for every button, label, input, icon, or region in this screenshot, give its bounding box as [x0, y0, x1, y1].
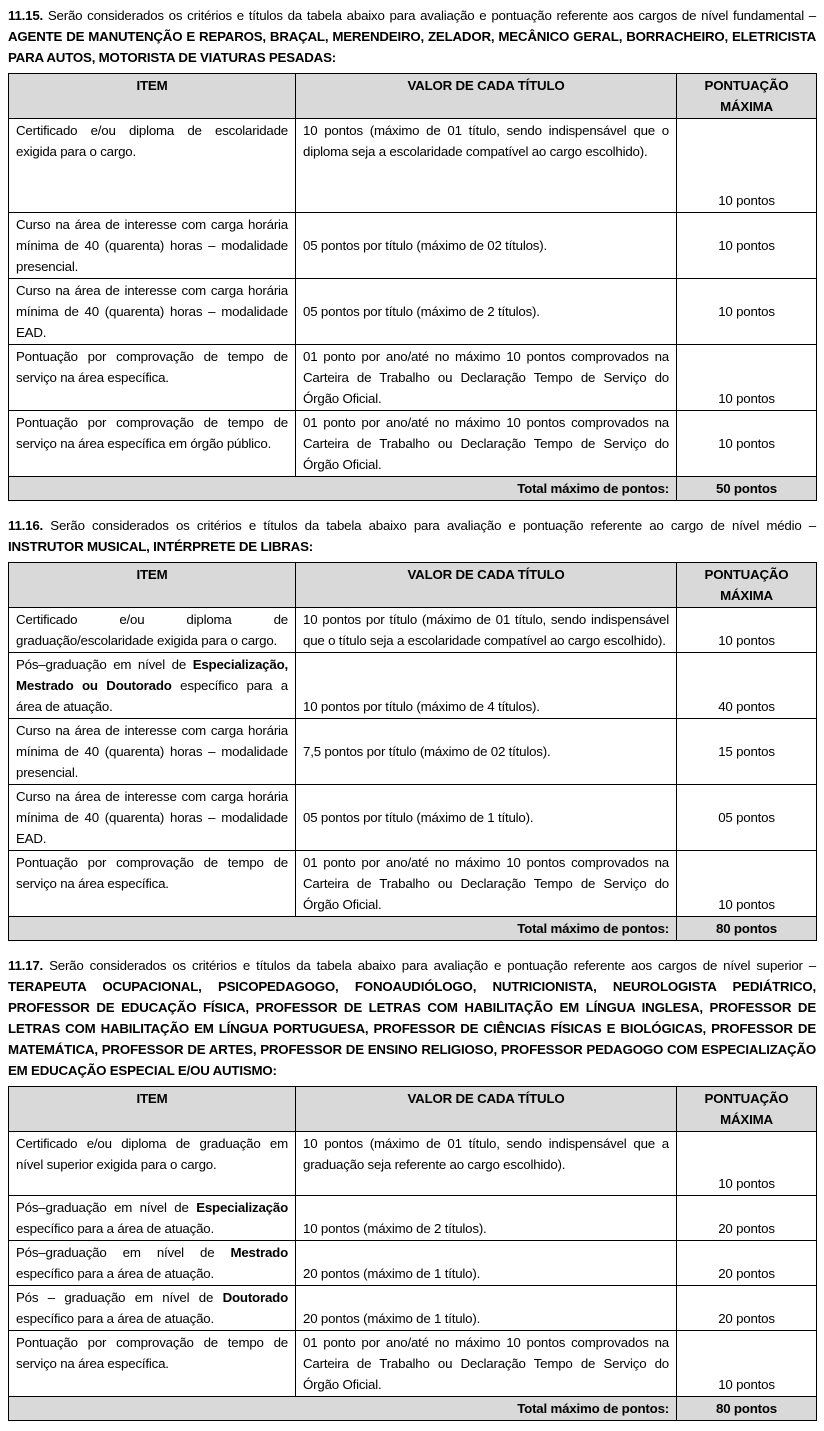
column-header: ITEM	[9, 563, 296, 608]
section-11-15-table	[8, 73, 817, 501]
pontos-cell: 10 pontos	[677, 119, 817, 213]
item-cell: Pós – graduação em nível de Doutorado específico para a área de atuação.	[9, 1286, 296, 1331]
item-cell: Curso na área de interesse com carga horária mínima de 40 (quarenta) horas – modalidade EAD.	[9, 785, 296, 851]
section-11-15-intro: 11.15. Serão considerados os critérios e títulos da tabela abaixo para avaliação e pontuação referente aos cargos de nível fundamental – AGENTE DE MANUTENÇÃO E REPAROS, BRAÇAL, MERENDEIRO, ZELADOR, MECÂNICO GERAL, BORRACHEIRO, ELETRICISTA PARA AUTOS, MOTORISTA DE VIATURAS PESADAS:	[8, 8, 816, 65]
total-value: 80 pontos	[677, 917, 817, 941]
pontos-cell: 10 pontos	[677, 608, 817, 653]
table-row	[9, 1196, 817, 1241]
pontos-cell: 20 pontos	[677, 1286, 817, 1331]
valor-cell: 10 pontos (máximo de 01 título, sendo indispensável que a graduação seja referente ao cargo escolhido).	[296, 1132, 677, 1196]
section-11-17	[8, 955, 816, 1421]
valor-cell: 20 pontos (máximo de 1 título).	[296, 1286, 677, 1331]
valor-cell: 01 ponto por ano/até no máximo 10 pontos comprovados na Carteira de Trabalho ou Declaração Tempo de Serviço do Órgão Oficial.	[296, 851, 677, 917]
valor-cell: 01 ponto por ano/até no máximo 10 pontos comprovados na Carteira de Trabalho ou Declaração Tempo de Serviço do Órgão Oficial.	[296, 1331, 677, 1397]
pontos-cell: 10 pontos	[677, 213, 817, 279]
item-cell: Pontuação por comprovação de tempo de serviço na área específica.	[9, 345, 296, 411]
valor-cell: 05 pontos por título (máximo de 1 título).	[296, 785, 677, 851]
valor-cell: 10 pontos por título (máximo de 01 título, sendo indispensável que o título seja a escolaridade compatível ao cargo escolhido).	[296, 608, 677, 653]
column-header: VALOR DE CADA TÍTULO	[296, 1087, 677, 1132]
section-11-16-intro: 11.16. Serão considerados os critérios e títulos da tabela abaixo para avaliação e pontuação referente ao cargo de nível médio – INSTRUTOR MUSICAL, INTÉRPRETE DE LIBRAS:	[8, 518, 816, 554]
column-header: VALOR DE CADA TÍTULO	[296, 563, 677, 608]
section-11-17-intro: 11.17. Serão considerados os critérios e títulos da tabela abaixo para avaliação e pontuação referente aos cargos de nível superior – TERAPEUTA OCUPACIONAL, PSICOPEDAGOGO, FONOAUDIÓLOGO, NUTRICIONISTA, NEUROLOGISTA PEDIÁTRICO, PROFESSOR DE EDUCAÇÃO FÍSICA, PROFESSOR DE LETRAS COM HABILITAÇÃO EM LÍNGUA INGLESA, PROFESSOR DE LETRAS COM HABILITAÇÃO EM LÍNGUA PORTUGUESA, PROFESSOR DE CIÊNCIAS FÍSICAS E BIOLÓGICAS, PROFESSOR DE MATEMÁTICA, PROFESSOR DE ARTES, PROFESSOR DE ENSINO RELIGIOSO, PROFESSOR PEDAGOGO COM ESPECIALIZAÇÃO EM EDUCAÇÃO ESPECIAL E/OU AUTISMO:	[8, 958, 816, 1078]
item-cell: Certificado e/ou diploma de graduação/escolaridade exigida para o cargo.	[9, 608, 296, 653]
total-row	[9, 1397, 817, 1421]
item-cell: Certificado e/ou diploma de graduação em nível superior exigida para o cargo.	[9, 1132, 296, 1196]
column-header: VALOR DE CADA TÍTULO	[296, 74, 677, 119]
valor-cell: 10 pontos (máximo de 01 título, sendo indispensável que o diploma seja a escolaridade compatível ao cargo escolhido).	[296, 119, 677, 213]
table-row	[9, 785, 817, 851]
total-label: Total máximo de pontos:	[9, 477, 677, 501]
item-cell: Pós–graduação em nível de Especialização, Mestrado ou Doutorado específico para a área de atuação.	[9, 653, 296, 719]
valor-cell: 01 ponto por ano/até no máximo 10 pontos comprovados na Carteira de Trabalho ou Declaração Tempo de Serviço do Órgão Oficial.	[296, 345, 677, 411]
pontos-cell: 05 pontos	[677, 785, 817, 851]
pontos-cell: 10 pontos	[677, 1331, 817, 1397]
item-cell: Pontuação por comprovação de tempo de serviço na área específica.	[9, 1331, 296, 1397]
item-cell: Pós–graduação em nível de Mestrado específico para a área de atuação.	[9, 1241, 296, 1286]
valor-cell: 05 pontos por título (máximo de 02 títulos).	[296, 213, 677, 279]
section-11-16	[8, 515, 816, 941]
section-11-17-table	[8, 1086, 817, 1421]
section-11-16-table	[8, 562, 817, 941]
table-row	[9, 1132, 817, 1196]
table-row	[9, 719, 817, 785]
pontos-cell: 10 pontos	[677, 279, 817, 345]
column-header: ITEM	[9, 1087, 296, 1132]
pontos-cell: 20 pontos	[677, 1196, 817, 1241]
item-cell: Curso na área de interesse com carga horária mínima de 40 (quarenta) horas – modalidade presencial.	[9, 719, 296, 785]
valor-cell: 01 ponto por ano/até no máximo 10 pontos comprovados na Carteira de Trabalho ou Declaração Tempo de Serviço do Órgão Oficial.	[296, 411, 677, 477]
pontos-cell: 10 pontos	[677, 851, 817, 917]
pontos-cell: 40 pontos	[677, 653, 817, 719]
item-cell: Curso na área de interesse com carga horária mínima de 40 (quarenta) horas – modalidade presencial.	[9, 213, 296, 279]
item-cell: Certificado e/ou diploma de escolaridade exigida para o cargo.	[9, 119, 296, 213]
table-row	[9, 119, 817, 213]
table-row	[9, 1286, 817, 1331]
item-cell: Pontuação por comprovação de tempo de serviço na área específica.	[9, 851, 296, 917]
total-value: 80 pontos	[677, 1397, 817, 1421]
pontos-cell: 10 pontos	[677, 345, 817, 411]
table-row	[9, 213, 817, 279]
table-row	[9, 653, 817, 719]
total-label: Total máximo de pontos:	[9, 917, 677, 941]
table-header-row	[9, 1087, 817, 1132]
table-row	[9, 851, 817, 917]
item-cell: Curso na área de interesse com carga horária mínima de 40 (quarenta) horas – modalidade EAD.	[9, 279, 296, 345]
valor-cell: 10 pontos por título (máximo de 4 títulos).	[296, 653, 677, 719]
item-cell: Pós–graduação em nível de Especialização específico para a área de atuação.	[9, 1196, 296, 1241]
pontos-cell: 10 pontos	[677, 411, 817, 477]
total-value: 50 pontos	[677, 477, 817, 501]
total-row	[9, 477, 817, 501]
item-cell: Pontuação por comprovação de tempo de serviço na área específica em órgão público.	[9, 411, 296, 477]
total-label: Total máximo de pontos:	[9, 1397, 677, 1421]
pontos-cell: 20 pontos	[677, 1241, 817, 1286]
table-row	[9, 411, 817, 477]
table-row	[9, 345, 817, 411]
column-header: PONTUAÇÃO MÁXIMA	[677, 1087, 817, 1132]
table-row	[9, 1331, 817, 1397]
column-header: PONTUAÇÃO MÁXIMA	[677, 74, 817, 119]
valor-cell: 7,5 pontos por título (máximo de 02 títulos).	[296, 719, 677, 785]
column-header: PONTUAÇÃO MÁXIMA	[677, 563, 817, 608]
table-row	[9, 608, 817, 653]
valor-cell: 05 pontos por título (máximo de 2 títulos).	[296, 279, 677, 345]
table-row	[9, 1241, 817, 1286]
valor-cell: 10 pontos (máximo de 2 títulos).	[296, 1196, 677, 1241]
table-header-row	[9, 74, 817, 119]
pontos-cell: 10 pontos	[677, 1132, 817, 1196]
section-11-15	[8, 5, 816, 501]
table-header-row	[9, 563, 817, 608]
total-row	[9, 917, 817, 941]
table-row	[9, 279, 817, 345]
valor-cell: 20 pontos (máximo de 1 título).	[296, 1241, 677, 1286]
pontos-cell: 15 pontos	[677, 719, 817, 785]
column-header: ITEM	[9, 74, 296, 119]
